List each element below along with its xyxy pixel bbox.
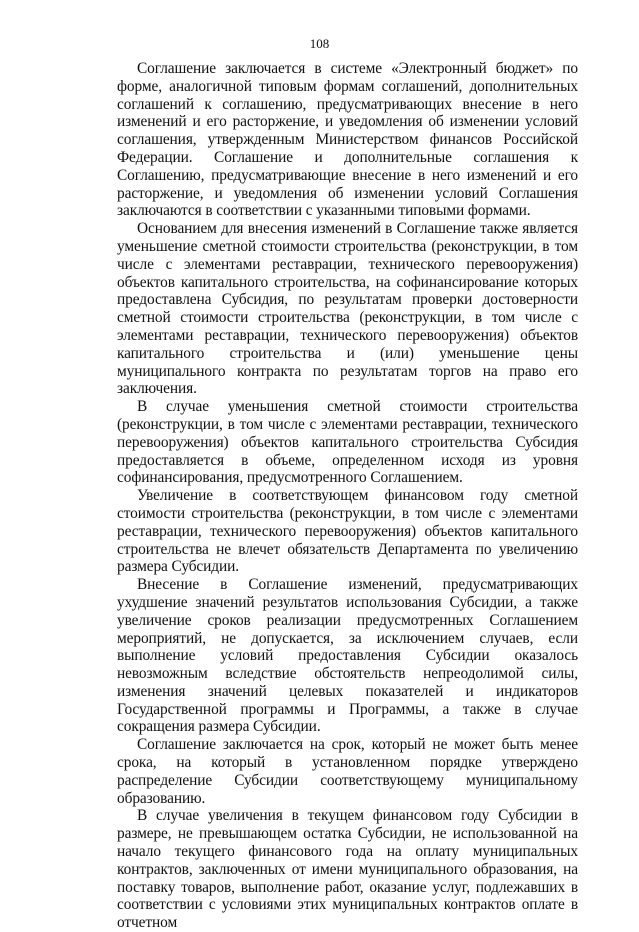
paragraph: Внесение в Соглашение изменений, предусматривающих ухудшение значений результатов использования Субсидии, а также увеличение сроков реализации предусмотренных Соглашением мероприятий, не допускается, за исключением случаев, если выполнение условий предоставления Субсидии оказалось невозможным вследствие обстоятельств непреодолимой силы, изменения значений целевых показателей и индикаторов Государственной программы и Программы, а также в случае сокращения размера Субсидии. (117, 576, 578, 736)
paragraph: В случае уменьшения сметной стоимости строительства (реконструкции, в том числе с элементами реставрации, технического перевооружения) объектов капитального строительства Субсидия предоставляется в объеме, определенном исходя из уровня софинансирования, предусмотренного Соглашением. (117, 398, 578, 487)
paragraph: Соглашение заключается в системе «Электронный бюджет» по форме, аналогичной типовым формам соглашений, дополнительных соглашений к соглашению, предусматривающих внесение в него изменений и его расторжение, и уведомления об изменении условий соглашения, утвержденным Министерством финансов Российской Федерации. Соглашение и дополнительные соглашения к Соглашению, предусматривающие внесение в него изменений и его расторжение, и уведомления об изменении условий Соглашения заключаются в соответствии с указанными типовыми формами. (117, 60, 578, 220)
document-body (117, 60, 578, 932)
paragraph: В случае увеличения в текущем финансовом году Субсидии в размере, не превышающем остатка Субсидии, не использованной на начало текущего финансового года на оплату муниципальных контрактов, заключенных от имени муниципального образования, на поставку товаров, выполнение работ, оказание услуг, подлежавших в соответствии с условиями этих муниципальных контрактов оплате в отчетном (117, 807, 578, 932)
paragraph: Увеличение в соответствующем финансовом году сметной стоимости строительства (реконструкции, в том числе с элементами реставрации, технического перевооружения) объектов капитального строительства не влечет обязательств Департамента по увеличению размера Субсидии. (117, 487, 578, 576)
paragraph: Соглашение заключается на срок, который не может быть менее срока, на который в установленном порядке утверждено распределение Субсидии соответствующему муниципальному образованию. (117, 736, 578, 807)
page-number: 108 (309, 36, 330, 51)
paragraph: Основанием для внесения изменений в Соглашение также является уменьшение сметной стоимости строительства (реконструкции, в том числе с элементами реставрации, технического перевооружения) объектов капитального строительства, на софинансирование которых предоставлена Субсидия, по результатам проверки достоверности сметной стоимости строительства (реконструкции, в том числе с элементами реставрации, технического перевооружения) объектов капитального строительства и (или) уменьшение цены муниципального контракта по результатам торгов на право его заключения. (117, 220, 578, 398)
